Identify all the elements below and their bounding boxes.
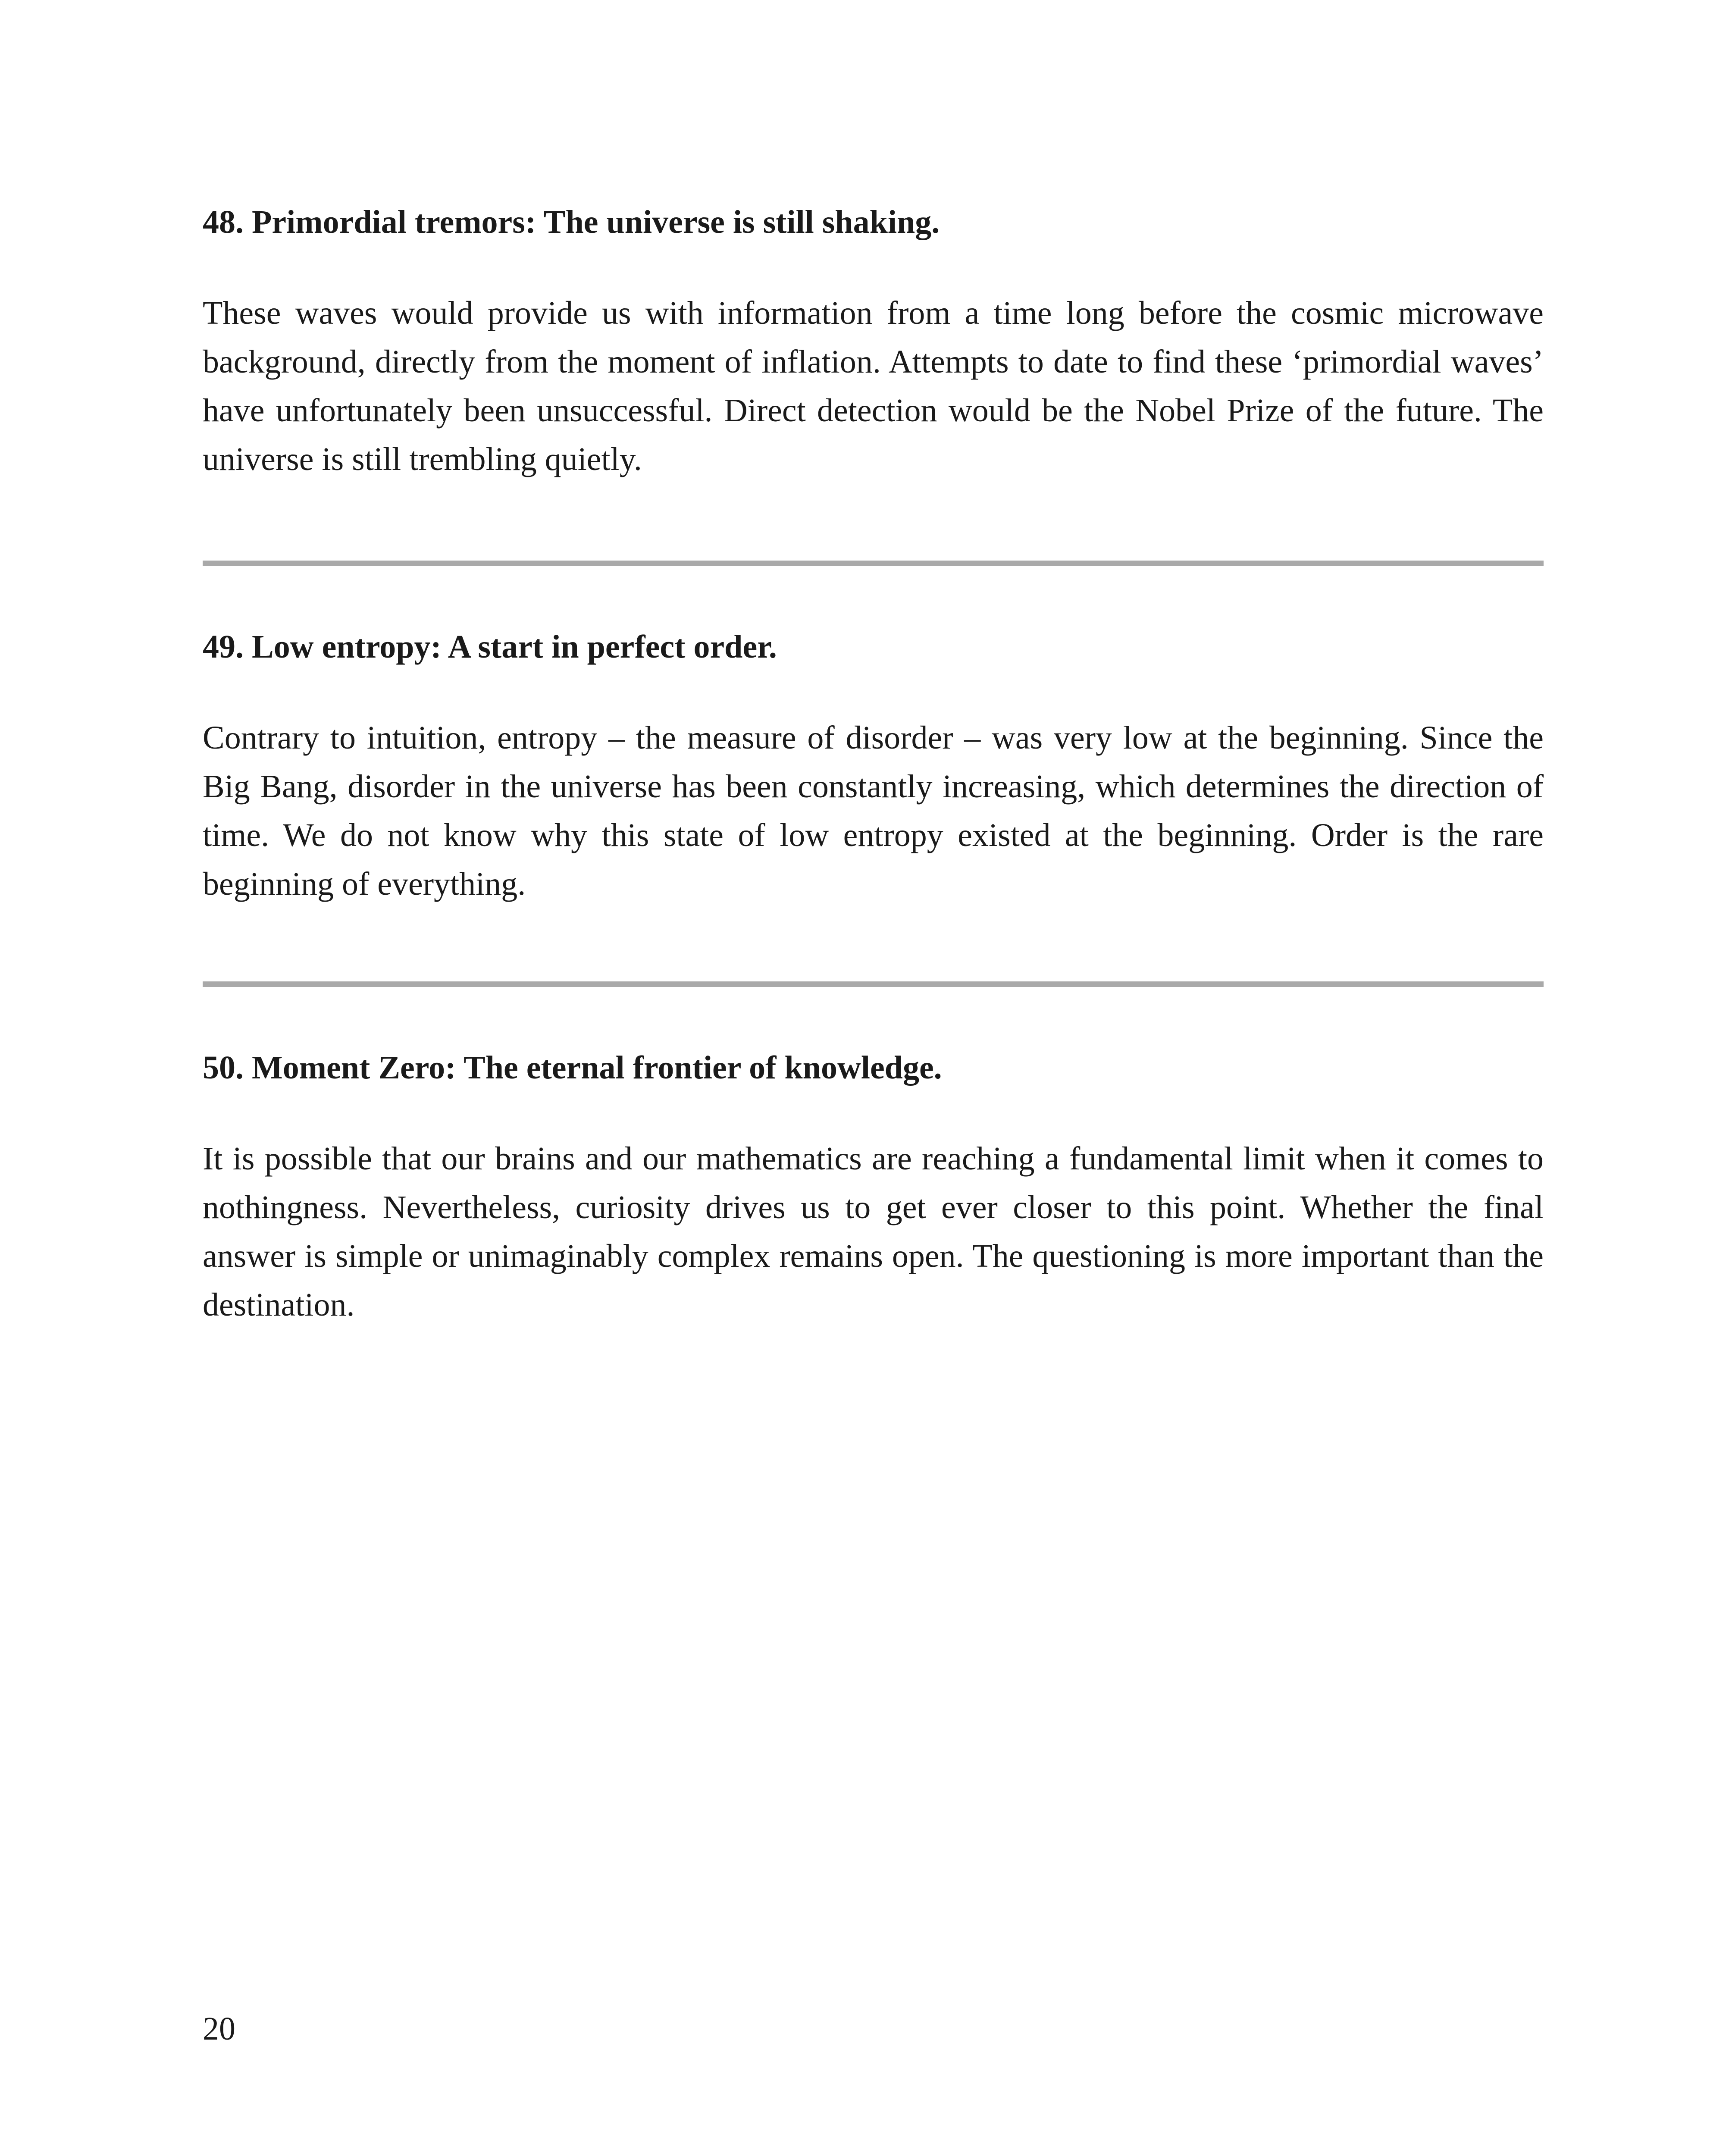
section-49 xyxy=(203,625,1544,909)
section-body: Contrary to intuition, entropy – the measure of disorder – was very low at the beginning. Since the Big Bang, disorder in the universe has been constantly increasing, which determines the direction of time. We do not know why this state of low entropy existed at the beginning. Order is the rare beginning of everything. xyxy=(203,720,1544,902)
section-heading: 48. Primordial tremors: The universe is still shaking. xyxy=(203,204,940,240)
page-number: 20 xyxy=(203,2011,235,2047)
section-heading: 49. Low entropy: A start in perfect order. xyxy=(203,629,777,665)
section-50 xyxy=(203,1046,1544,1329)
section-heading: 50. Moment Zero: The eternal frontier of knowledge. xyxy=(203,1050,942,1086)
section-divider xyxy=(203,981,1544,987)
section-divider xyxy=(203,561,1544,566)
section-48 xyxy=(203,201,1544,484)
section-body: These waves would provide us with information from a time long before the cosmic microwave background, directly from the moment of inflation. Attempts to date to find these ‘primordial waves’ have unfortunately been unsuccessful. Direct detection would be the Nobel Prize of the future. The universe is still trembling quietly. xyxy=(203,295,1544,477)
section-body: It is possible that our brains and our mathematics are reaching a fundamental limit when it comes to nothingness. Nevertheless, curiosity drives us to get ever closer to this point. Whether the final answer is simple or unimaginably complex remains open. The questioning is more important than the destination. xyxy=(203,1141,1544,1323)
